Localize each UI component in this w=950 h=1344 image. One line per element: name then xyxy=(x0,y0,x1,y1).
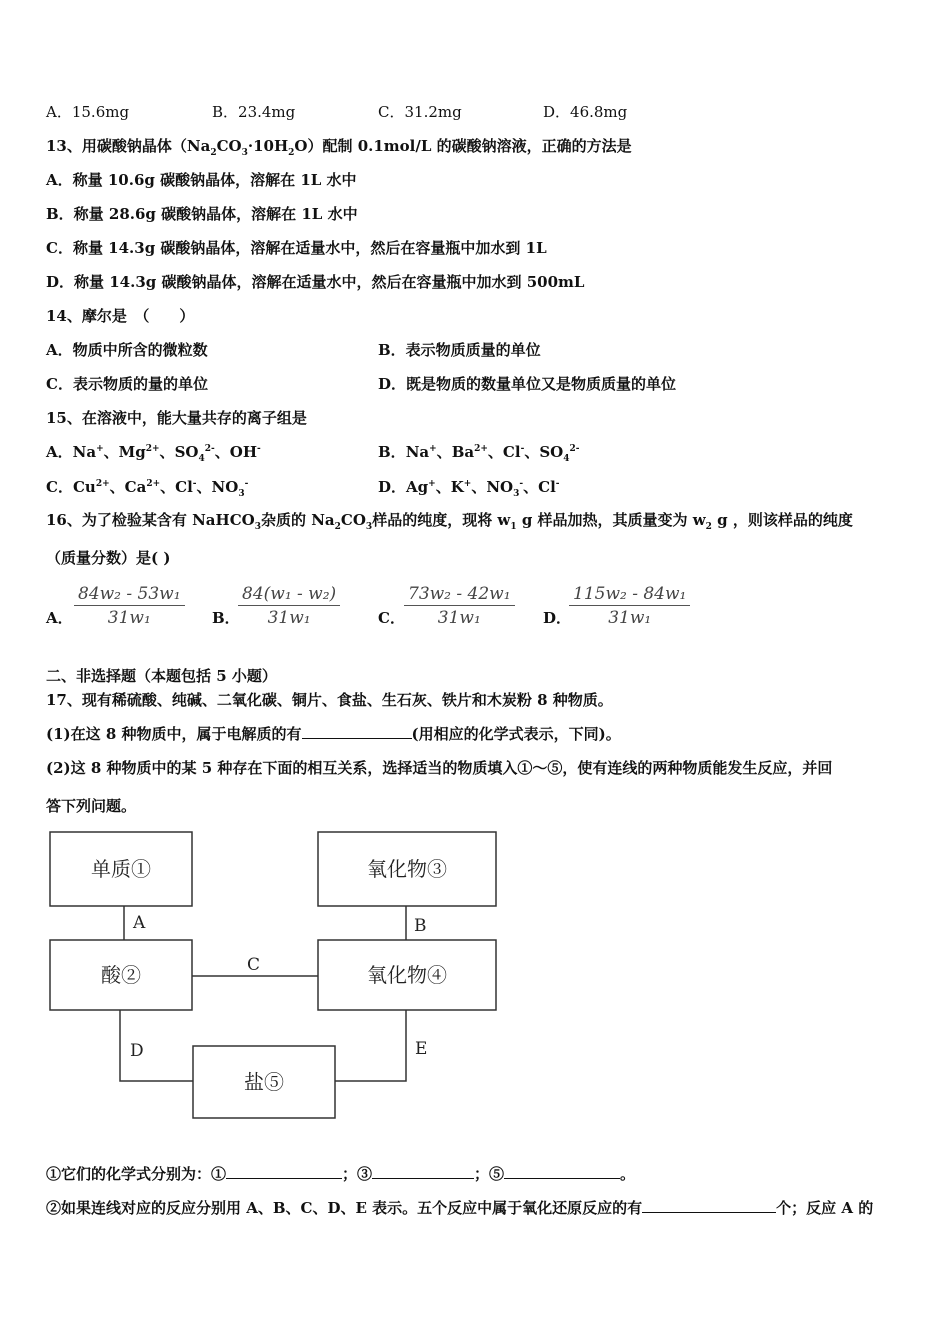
link-d-label: D xyxy=(130,1041,144,1061)
link-b-label: B xyxy=(414,916,427,936)
q14-option-d: D．既是物质的数量单位又是物质质量的单位 xyxy=(378,375,677,393)
q17-part2-line2: 答下列问题。 xyxy=(46,797,137,815)
q15-option-b: B．Na+、$Ba^{2+}$、Cl-、$SO_4^{2-}$ xyxy=(378,443,580,464)
q15-option-a: A．Na+、$Mg^{2+}$、$SO_4^{2-}$、OH- xyxy=(46,443,261,464)
q17-part2-line1: (2)这 8 种物质中的某 5 种存在下面的相互关系，选择适当的物质填入①～⑤，使有连线的两种物质能发生反应，并回 xyxy=(46,759,833,777)
box4-label: 氧化物④ xyxy=(367,963,447,987)
q17-subq-2: ②如果连线对应的反应分别用 A、B、C、D、E 表示。五个反应中属于氧化还原反应的有 个；反应 A 的 xyxy=(46,1199,874,1217)
q12-option-b: B．23.4mg xyxy=(212,103,296,121)
q16-stem-line2: （质量分数）是( ) xyxy=(46,549,171,567)
q17-subq-1: ①它们的化学式分别为：① ；③ ；⑤ 。 xyxy=(46,1165,636,1183)
link-c-label: C xyxy=(247,955,261,975)
q13-option-c: C．称量 14.3g 碳酸钠晶体，溶解在适量水中，然后在容量瓶中加水到 1L xyxy=(46,239,547,257)
formula-blank-1[interactable] xyxy=(226,1164,342,1179)
link-a-label: A xyxy=(133,913,146,933)
q16-option-b-fraction xyxy=(238,584,340,628)
q16-c-numerator: 73w₂ - 42w₁ xyxy=(404,584,515,606)
q15-stem: 15、在溶液中，能大量共存的离子组是 xyxy=(46,409,307,427)
q13-option-b: B．称量 28.6g 碳酸钠晶体，溶解在 1L 水中 xyxy=(46,205,358,223)
q16-b-denominator: 31w₁ xyxy=(267,608,311,628)
q14-option-c: C．表示物质的量的单位 xyxy=(46,375,208,393)
formula-blank-5[interactable] xyxy=(504,1164,620,1179)
link-e-label: E xyxy=(415,1039,428,1059)
relation-diagram xyxy=(40,822,510,1122)
q15-option-c: C．$Cu^{2+}$、$Ca^{2+}$、Cl-、$NO_3^-$ xyxy=(46,478,249,499)
link-e xyxy=(335,1010,406,1081)
q17-stem: 17、现有稀硫酸、纯碱、二氧化碳、铜片、食盐、生石灰、铁片和木炭粉 8 种物质。 xyxy=(46,691,613,709)
q16-stem-line1: 16、为了检验某含有 NaHCO$_3$杂质的 $Na_2CO_3$样品的纯度，现将 $w_1$ g 样品加热，其质量变为 $w_2$ g ，则该样品的纯度 xyxy=(46,511,853,532)
redox-count-blank[interactable] xyxy=(642,1198,776,1213)
q16-a-denominator: 31w₁ xyxy=(107,608,151,628)
section2-title: 二、非选择题（本题包括 5 小题） xyxy=(46,667,277,685)
q12-option-a: A．15.6mg xyxy=(46,103,130,121)
q14-option-a: A．物质中所含的微粒数 xyxy=(46,341,208,359)
q16-d-numerator: 115w₂ - 84w₁ xyxy=(569,584,690,606)
q16-option-c-label: C． xyxy=(378,609,405,627)
q16-option-a-label: A． xyxy=(46,609,73,627)
box5-label: 盐⑤ xyxy=(244,1070,284,1094)
q16-b-numerator: 84(w₁ - w₂) xyxy=(238,584,340,606)
box3-label: 氧化物③ xyxy=(367,857,447,881)
q17-part1-blank[interactable] xyxy=(302,724,412,739)
q14-stem: 14、摩尔是 （ ） xyxy=(46,307,195,325)
q13-stem: 13、用碳酸钠晶体$(Na_2CO_3\cdot 10H_2O)$配制 0.1mol/L 的碳酸钠溶液，正确的方法是 xyxy=(46,137,632,158)
q16-option-b-label: B． xyxy=(212,609,240,627)
q12-option-c: C．31.2mg xyxy=(378,103,462,121)
q16-d-denominator: 31w₁ xyxy=(608,608,652,628)
q16-option-c-fraction xyxy=(404,584,515,628)
box1-label: 单质① xyxy=(91,857,151,881)
q14-option-b: B．表示物质质量的单位 xyxy=(378,341,541,359)
q13-stem-text: 13、用碳酸钠晶体（Na xyxy=(46,137,211,155)
formula-blank-3[interactable] xyxy=(372,1164,474,1179)
box2-label: 酸② xyxy=(101,963,141,987)
q16-option-d-label: D． xyxy=(543,609,572,627)
q15-option-d: D．Ag+、K+、$NO_3^-$、Cl- xyxy=(378,478,560,499)
q16-c-denominator: 31w₁ xyxy=(437,608,481,628)
q13-option-d: D．称量 14.3g 碳酸钠晶体，溶解在适量水中，然后在容量瓶中加水到 500mL xyxy=(46,273,585,291)
q16-a-numerator: 84w₂ - 53w₁ xyxy=(74,584,185,606)
q13-option-a: A．称量 10.6g 碳酸钠晶体，溶解在 1L 水中 xyxy=(46,171,357,189)
q17-part1: (1)在这 8 种物质中，属于电解质的有 (用相应的化学式表示，下同)。 xyxy=(46,725,621,743)
q12-option-d: D．46.8mg xyxy=(543,103,628,121)
q16-option-a-fraction xyxy=(74,584,185,628)
q16-option-d-fraction xyxy=(569,584,690,628)
